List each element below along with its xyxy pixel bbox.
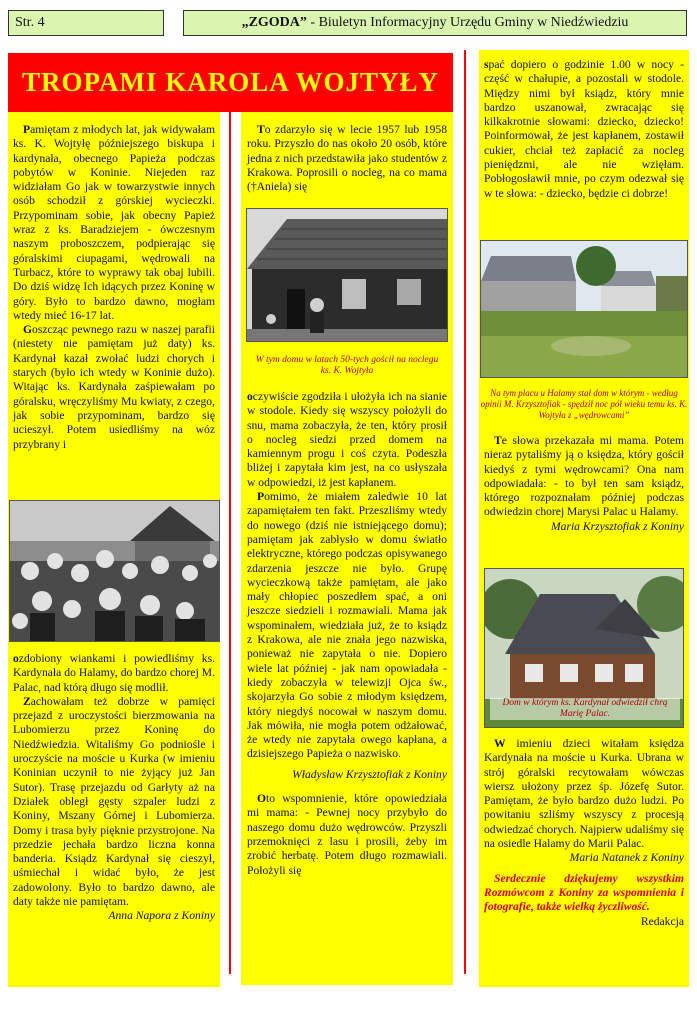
halama-place-photo (480, 240, 688, 378)
col2-mid-text (247, 390, 447, 878)
bulletin-subtitle: - Biuletyn Informacyjny Urzędu Gminy w Niedźwiedziu (306, 15, 629, 30)
paragraph: spać dopiero o godzinie 1.00 w nocy - część w chałupie, a pozostali w stodole. Między nimi był ksiądz, który mnie bardzo uszanował, zwracając się kilkakrotnie słowami: dziecko, dziecko! Poinformował, że jest kapłanem, zostawił cukier, chciał też zapłacić za nocleg pieniędzmi, ale nie wzięłam. Pobłogosławił mnie, po czym odezwał się w te słowa: - dziecko, będzie ci dobrze! (484, 58, 684, 200)
paragraph: oczywiście zgodziła i ułożyła ich na sianie w stodole. Kiedy się wszyscy położyli do snu, mama zobaczyła, że ten, który prosił o nocleg siedzi przed domem na kamiennym progu i coś czyta. Podeszła bliżej i zapytała kim jest, na co usłyszała w odpowiedzi, iż jest kapłanem. (247, 390, 447, 489)
signature-wladyslaw-krzysztofiak: Władysław Krzysztofiak z Koniny (292, 767, 447, 781)
col3-bottom-text (484, 737, 684, 929)
paragraph: Te słowa przekazała mi mama. Potem nieraz pytaliśmy ją o księdza, który gościł kiedyś z tymi wędrowcami? Ona nam odpowiadała: - to był ten sam ksiądz, którego rozpoznałam później podczas odwiedzin chorej Marysi Palac u Halamy. (484, 434, 684, 519)
thanks-signature: Redakcja (640, 914, 684, 928)
paragraph: Pomimo, że miałem zaledwie 10 lat zapamiętałem ten fakt. Przeszliśmy wtedy do nowego (dziś nie istniejącego domu); pamiętam jak zabłysło w domu światło elektryczne, którego podczas opisywanego zdarzenia jeszcze nie było. Grupę wycieczkową także pamiętam, ale jako mały chłopiec poszedłem spać, a oni jeszcze siedzieli i rozmawiali. Mama jak wspominałem, wiedziała już, że to ksiądz z Krakowa, ale nie znała jego nazwiska, ponieważ nie zapytała o nie. Dopiero wiele lat później - jak nam opowiadała - kiedy zobaczyła w telewizji Ojca św., skojarzyła Go sobie z młodym księdzem, który niegdyś nocował w naszym domu. Jak mówiła, nie mogła potem odżałować, że wtedy nie zapytała owego kapłana, a dzisiejszego Papieża o nazwisko. (247, 490, 447, 761)
caption-palac-house: Dom w którym ks. Kardynał odwiedził chrą Marię Palac. (490, 698, 680, 720)
bulletin-header (183, 10, 687, 36)
caption-halama-place: Na tym placu u Halamy stał dom w którym - według opinii M. Krzysztofiak - spędził noc pół wieku temu ks. K. Wojtyła z „wędrowcami” (480, 388, 688, 420)
paragraph: ozdobiony wiankami i powiedliśmy ks. Kardynała do Halamy, do bardzo chorej M. Palac, nad którą długo się modlił. (13, 652, 215, 694)
col3-top-text (484, 58, 684, 201)
divider-line-2 (464, 50, 466, 974)
paragraph: Zachowałam też dobrze w pamięci przejazd z uroczystości bierzmowania na Lubomierzu przez Koninę do Niedźwiedzia. Witaliśmy Go podniośle i uroczyście na moście u Kurka (w imieniu Koninian uczynił to nie żyjący już Jan Sutor). Trasę przejazdu od Garłyty aż na Działek obległ gęsty szpaler ludzi z Koniny, Mszany Górnej i Lubomierza. Domy i trasa były pięknie przystrojone. Na przedzie jechała bardzo liczna konna banderia. Ksiądz Kardynał się cieszył, uśmiechał i widać było, że jest zadowolony. Było to bardzo dawno, ale daty także nie pamiętam. (13, 694, 215, 909)
signature-maria-natanek: Maria Natanek z Koniny (569, 851, 684, 865)
crowd-photo (9, 500, 220, 642)
col2-top-text (247, 123, 447, 194)
col1-top-text (13, 123, 215, 452)
col1-bottom-text (13, 652, 215, 924)
signature-anna-napora: Anna Napora z Koniny (108, 909, 215, 923)
paragraph: W imieniu dzieci witałam księdza Kardynała na moście u Kurka. Ubrana w strój góralski recytowałam wówczas wiersz ułożony przez śp. Józefę Sutor. Pamiętam, że było bardzo dużo ludzi. Po powitaniu szliśmy wszyscy z procesją odwiedzać chorych. Najpierw udaliśmy się na osiedle Halamy do Marii Palac. (484, 737, 684, 851)
page-number: Str. 4 (15, 15, 45, 30)
thanks-note: Serdecznie dziękujemy wszystkim Rozmówcom z Koniny za wspomnienia i fotografie, także wielką życzliwość. (484, 871, 684, 914)
article-title: TROPAMI KAROLA WOJTYŁY (8, 53, 453, 112)
paragraph: Oto wspomnienie, które opowiedziała mi mama: - Pewnej nocy przybyło do naszego domu dużo wędrowców. Przyszli przemoknięci z lasu i prosili, żeby im zrobić herbatę. Potem długo rozmawiali. Położyli się (247, 792, 447, 877)
bulletin-name: „ZGODA” (241, 15, 307, 30)
paragraph: To zdarzyło się w lecie 1957 lub 1958 roku. Przyszło do nas około 20 osób, które jedna z nich przedstawiła jako studentów z Krakowa. Poprosili o nocleg, na co mama (†Aniela) się (247, 123, 447, 194)
divider-line-1 (229, 112, 231, 974)
paragraph: Pamiętam z młodych lat, jak widywałam ks. K. Wojtyłę późniejszego biskupa i kardynała, obecnego Papieża podczas pobytów w Koninie. Niejeden raz widziałam Go jak w towarzystwie innych osób schodził z górskiej wycieczki. Przypominam sobie, jak obecny Papież wraz z ks. Baradziejem - ówczesnym naszym proboszczem, podpierając się góralskimi ciupagami, wędrowali na Turbacz, które to wyprawy tak obaj lubili. Do dziś widzę Ich idących przez Koninę w góry. Było to bardzo dawno, mogłam wtedy mieć 16-17 lat. (13, 123, 215, 322)
col3-mid-text (484, 434, 684, 534)
paragraph: Goszcząc pewnego razu w naszej parafii (niestety nie pamiętam już daty) ks. Kardynał kazał zwołać ludzi chorych i starych (było ich wtedy w Koninie dużo). Witając ks. Kardynała zaśpiewałam po góralsku, wręczyliśmy Mu kwiaty, z czego, jak sobie przypominam, bardzo się ucieszył. Potem usiedliśmy na wóz przybrany i (13, 323, 215, 451)
caption-wooden-house: W tym domu w latach 50-tych gościł na noclegu ks. K. Wojtyła (255, 355, 439, 376)
page-number-box (8, 10, 164, 36)
wooden-house-photo (246, 208, 448, 342)
signature-maria-krzysztofiak: Maria Krzysztofiak z Koniny (550, 519, 684, 533)
